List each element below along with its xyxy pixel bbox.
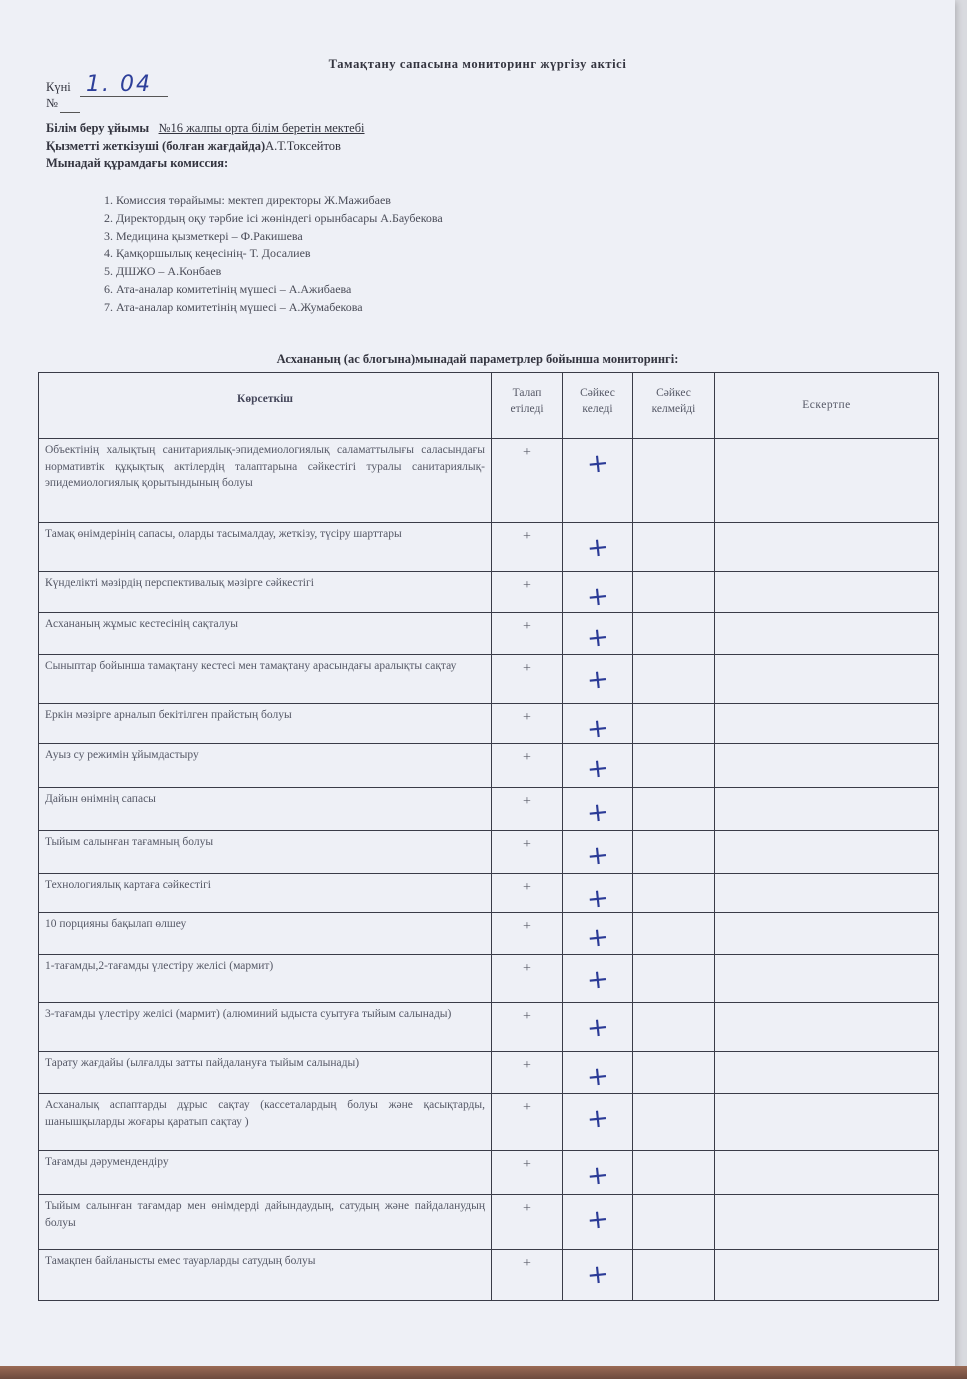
indicator-cell: Асхананың жұмыс кестесінің сақталуы xyxy=(39,613,492,655)
table-row xyxy=(39,788,939,831)
required-cell: + xyxy=(492,1003,563,1052)
required-cell: + xyxy=(492,955,563,1003)
table-row xyxy=(39,1052,939,1094)
table-row xyxy=(39,572,939,613)
no-match-cell xyxy=(633,831,715,874)
no-match-cell xyxy=(633,1094,715,1151)
no-match-cell xyxy=(633,572,715,613)
commission-member: 3. Медицина қызметкері – Ф.Ракишева xyxy=(104,228,303,243)
table-body xyxy=(39,439,939,1301)
table-row xyxy=(39,704,939,744)
match-cell xyxy=(563,831,633,874)
note-cell xyxy=(715,1003,939,1052)
indicator-cell: Күнделікті мәзірдің перспективалық мәзірге сәйкестігі xyxy=(39,572,492,613)
table-row xyxy=(39,1250,939,1301)
required-cell: + xyxy=(492,1250,563,1301)
indicator-cell: Тамақпен байланысты емес тауарларды сатудың болуы xyxy=(39,1250,492,1301)
table-row xyxy=(39,744,939,788)
no-match-cell xyxy=(633,744,715,788)
header-note: Ескертпе xyxy=(715,373,939,439)
match-cell xyxy=(563,704,633,744)
table-header-row xyxy=(39,373,939,439)
match-cell xyxy=(563,655,633,704)
handwritten-check-mark: + xyxy=(585,1203,610,1237)
required-cell: + xyxy=(492,523,563,572)
indicator-cell: Тамақ өнімдерінің сапасы, оларды тасымалдау, жеткізу, түсіру шарттары xyxy=(39,523,492,572)
required-cell: + xyxy=(492,572,563,613)
handwritten-check-mark: + xyxy=(585,447,610,481)
table-row xyxy=(39,439,939,523)
table-row xyxy=(39,913,939,955)
note-cell xyxy=(715,704,939,744)
note-cell xyxy=(715,572,939,613)
no-match-cell xyxy=(633,1052,715,1094)
table-row xyxy=(39,1094,939,1151)
note-cell xyxy=(715,831,939,874)
match-cell xyxy=(563,1195,633,1250)
indicator-cell: Тағамды дәрумендендіру xyxy=(39,1151,492,1195)
commission-list xyxy=(104,192,443,317)
required-cell: + xyxy=(492,655,563,704)
indicator-cell: Тарату жағдайы (ылғалды затты пайдалануға тыйым салынады) xyxy=(39,1052,492,1094)
note-cell xyxy=(715,1052,939,1094)
match-cell xyxy=(563,439,633,523)
number-underline xyxy=(60,112,80,113)
indicator-cell: Асханалық аспаптарды дұрыс сақтау (кассеталардың болуы және қасықтарды, шанышқыларды жоғары қаратып сақтау ) xyxy=(39,1094,492,1151)
match-cell xyxy=(563,955,633,1003)
table-row xyxy=(39,523,939,572)
monitoring-table xyxy=(38,372,939,1301)
provider-value: А.Т.Токсейтов xyxy=(265,139,341,153)
note-cell xyxy=(715,613,939,655)
required-cell: + xyxy=(492,744,563,788)
handwritten-check-mark: + xyxy=(585,1011,610,1045)
match-cell xyxy=(563,874,633,916)
indicator-cell: Тыйым салынған тағамның болуы xyxy=(39,831,492,874)
commission-member: 1. Комиссия төрайымы: мектеп директоры Ж.Мажибаев xyxy=(104,193,391,207)
handwritten-check-mark: + xyxy=(585,882,610,916)
handwritten-check-mark: + xyxy=(585,1102,610,1136)
handwritten-check-mark: + xyxy=(585,1060,610,1094)
no-match-cell xyxy=(633,1250,715,1301)
handwritten-check-mark: + xyxy=(585,796,610,830)
handwritten-check-mark: + xyxy=(585,963,610,997)
note-cell xyxy=(715,523,939,572)
required-cell: + xyxy=(492,913,563,955)
no-match-cell xyxy=(633,613,715,655)
note-cell xyxy=(715,1151,939,1195)
handwritten-check-mark: + xyxy=(585,663,610,697)
required-cell: + xyxy=(492,831,563,874)
required-cell: + xyxy=(492,1151,563,1195)
no-match-cell xyxy=(633,1003,715,1052)
handwritten-check-mark: + xyxy=(585,580,610,614)
handwritten-check-mark: + xyxy=(585,921,610,955)
note-cell xyxy=(715,1094,939,1151)
no-match-cell xyxy=(633,1195,715,1250)
note-cell xyxy=(715,744,939,788)
header-required: Талап етіледі xyxy=(492,373,563,439)
match-cell xyxy=(563,1094,633,1151)
number-label: № xyxy=(46,96,58,110)
match-cell xyxy=(563,788,633,831)
no-match-cell xyxy=(633,913,715,955)
header-match: Сәйкес келеді xyxy=(563,373,633,439)
no-match-cell xyxy=(633,1151,715,1195)
required-cell: + xyxy=(492,788,563,831)
required-cell: + xyxy=(492,874,563,913)
date-value: 1. 04 xyxy=(86,72,152,97)
indicator-cell: Объектінің халықтың санитариялық-эпидемиологиялық саламаттылығы саласындағы нормативтік құқықтық актілердің талаптарына сәйкестігі туралы санитариялық-эпидемиологиялық қорытындының болуы xyxy=(39,439,492,523)
note-cell xyxy=(715,955,939,1003)
header-no-match: Сәйкес келмейді xyxy=(633,373,715,439)
indicator-cell: Еркін мәзірге арналып бекітілген прайстың болуы xyxy=(39,704,492,744)
table-row xyxy=(39,831,939,874)
note-cell xyxy=(715,1250,939,1301)
table-surface xyxy=(0,1366,967,1379)
handwritten-check-mark: + xyxy=(585,1258,610,1292)
no-match-cell xyxy=(633,874,715,913)
match-cell xyxy=(563,523,633,572)
indicator-cell: 1-тағамды,2-тағамды үлестіру желісі (мармит) xyxy=(39,955,492,1003)
match-cell xyxy=(563,1003,633,1052)
required-cell: + xyxy=(492,439,563,523)
table-row xyxy=(39,955,939,1003)
handwritten-check-mark: + xyxy=(585,621,610,655)
match-cell xyxy=(563,1052,633,1094)
commission-member: 5. ДШЖО – А.Конбаев xyxy=(104,264,222,279)
table-row xyxy=(39,1151,939,1195)
no-match-cell xyxy=(633,704,715,744)
handwritten-check-mark: + xyxy=(585,1159,610,1193)
match-cell xyxy=(563,744,633,788)
table-row xyxy=(39,874,939,913)
table-row xyxy=(39,1003,939,1052)
commission-member: 6. Ата-аналар комитетінің мүшесі – А.Ажибаева xyxy=(104,281,352,296)
commission-heading: Мынадай құрамдағы комиссия: xyxy=(46,156,229,170)
commission-member: 7. Ата-аналар комитетінің мүшесі – А.Жумабекова xyxy=(104,299,363,314)
handwritten-check-mark: + xyxy=(585,839,610,873)
provider-label: Қызметті жеткізуші (болған жағдайда) xyxy=(46,139,266,153)
table-subtitle: Асхананың (ас блогына)мынадай параметрлер бойынша мониторингі: xyxy=(276,352,679,366)
date-label: Күні xyxy=(46,80,71,94)
match-cell xyxy=(563,1250,633,1301)
table-row xyxy=(39,655,939,704)
no-match-cell xyxy=(633,439,715,523)
commission-member: 4. Қамқоршылық кеңесінің- Т. Досалиев xyxy=(104,246,311,261)
indicator-cell: Сыныптар бойынша тамақтану кестесі мен тамақтану арасындағы аралықты сақтау xyxy=(39,655,492,704)
provider-line xyxy=(46,139,341,154)
match-cell xyxy=(563,572,633,613)
table-row xyxy=(39,613,939,655)
no-match-cell xyxy=(633,523,715,572)
match-cell xyxy=(563,613,633,655)
note-cell xyxy=(715,788,939,831)
indicator-cell: 3-тағамды үлестіру желісі (мармит) (алюминий ыдыста суытуға тыйым салынады) xyxy=(39,1003,492,1052)
match-cell xyxy=(563,913,633,955)
indicator-cell: Технологиялық картаға сәйкестігі xyxy=(39,874,492,913)
document-title: Тамақтану сапасына мониторинг жүргізу актісі xyxy=(328,57,627,71)
note-cell xyxy=(715,1195,939,1250)
handwritten-check-mark: + xyxy=(585,752,610,786)
handwritten-check-mark: + xyxy=(585,531,610,565)
commission-member: 2. Директордың оқу тәрбие ісі жөніндегі орынбасары А.Баубекова xyxy=(104,210,443,225)
no-match-cell xyxy=(633,788,715,831)
organization-value: №16 жалпы орта білім беретін мектебі xyxy=(158,121,365,135)
required-cell: + xyxy=(492,1052,563,1094)
indicator-cell: 10 порцияны бақылап өлшеу xyxy=(39,913,492,955)
note-cell xyxy=(715,874,939,913)
indicator-cell: Дайын өнімнің сапасы xyxy=(39,788,492,831)
indicator-cell: Тыйым салынған тағамдар мен өнімдерді дайындаудың, сатудың және пайдаланудың болуы xyxy=(39,1195,492,1250)
no-match-cell xyxy=(633,655,715,704)
handwritten-check-mark: + xyxy=(585,712,610,746)
required-cell: + xyxy=(492,1195,563,1250)
match-cell xyxy=(563,1151,633,1195)
note-cell xyxy=(715,439,939,523)
header-indicator: Көрсеткіш xyxy=(39,373,492,439)
organization-line xyxy=(46,121,365,136)
required-cell: + xyxy=(492,613,563,655)
note-cell xyxy=(715,655,939,704)
organization-label: Білім беру ұйымы xyxy=(46,121,150,135)
table-row xyxy=(39,1195,939,1250)
indicator-cell: Ауыз су режимін ұйымдастыру xyxy=(39,744,492,788)
no-match-cell xyxy=(633,955,715,1003)
required-cell: + xyxy=(492,1094,563,1151)
required-cell: + xyxy=(492,704,563,744)
note-cell xyxy=(715,913,939,955)
